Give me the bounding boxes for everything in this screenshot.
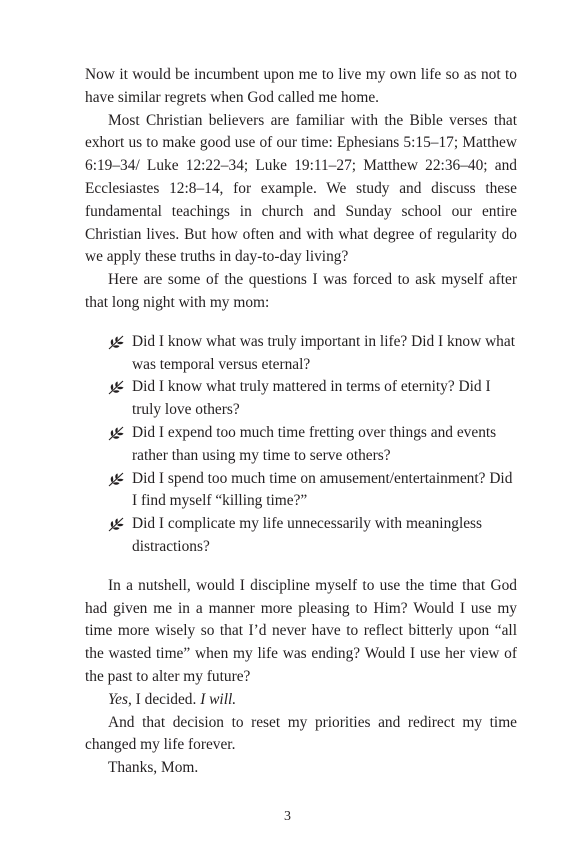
leaf-ornament-icon <box>108 379 126 395</box>
paragraph-nutshell: In a nutshell, would I discipline myself to use the time that God had given me in a manner more pleasing to Him? Would I use my time more wisely so that I’d never have to reflect bitterly upon “all the wasted time” when my life was ending? Would I use her view of the past to alter my future? <box>85 576 517 685</box>
leaf-ornament-icon <box>108 334 126 350</box>
bullet-text: Did I complicate my life unnecessarily with meaningless distractions? <box>132 515 483 555</box>
paragraph-bible-verses: Most Christian believers are familiar with the Bible verses that exhort us to make good use of our time: Ephesians 5:15–17; Matthew 6:19–34/ Luke 12:22–34; Luke 19:11–27; Matthew 22:36–40; and Ecclesiastes 12:8–14, for example. We study and discuss these fundamental teachings in church and Sunday school our entire Christian lives. But how often and with what degree of regularity do we apply these truths in day-to-day living? <box>85 111 517 266</box>
paragraph-regrets: Now it would be incumbent upon me to live my own life so as not to have similar regrets when God called me home. <box>85 66 517 106</box>
decision-yes: Yes <box>108 690 128 708</box>
bullet-text: Did I spend too much time on amusement/entertainment? Did I find myself “killing time?” <box>132 469 513 510</box>
paragraph-priorities: And that decision to reset my priorities and redirect my time changed my life forever. <box>85 713 517 754</box>
paragraph-decision <box>85 689 517 712</box>
page-number: 3 <box>284 809 291 824</box>
leaf-ornament-icon <box>108 516 126 532</box>
list-item <box>108 376 517 422</box>
paragraph-thanks: Thanks, Mom. <box>108 759 199 777</box>
decision-middle: , I decided. <box>127 690 201 708</box>
bullet-text: Did I expend too much time fretting over things and events rather than using my time to serve others? <box>132 423 497 464</box>
list-item <box>108 422 517 468</box>
list-item <box>108 513 517 559</box>
decision-will: I will. <box>200 690 237 708</box>
paragraph-questions-intro: Here are some of the questions I was forced to ask myself after that long night with my mom: <box>85 271 517 311</box>
list-item <box>108 331 517 377</box>
leaf-ornament-icon <box>108 425 126 441</box>
bullet-text: Did I know what was truly important in life? Did I know what was temporal versus eternal? <box>132 332 515 373</box>
bullet-text: Did I know what truly mattered in terms of eternity? Did I truly love others? <box>132 378 491 419</box>
leaf-ornament-icon <box>108 471 126 487</box>
question-list <box>85 331 517 559</box>
page-body <box>85 64 517 780</box>
list-item <box>108 468 517 514</box>
